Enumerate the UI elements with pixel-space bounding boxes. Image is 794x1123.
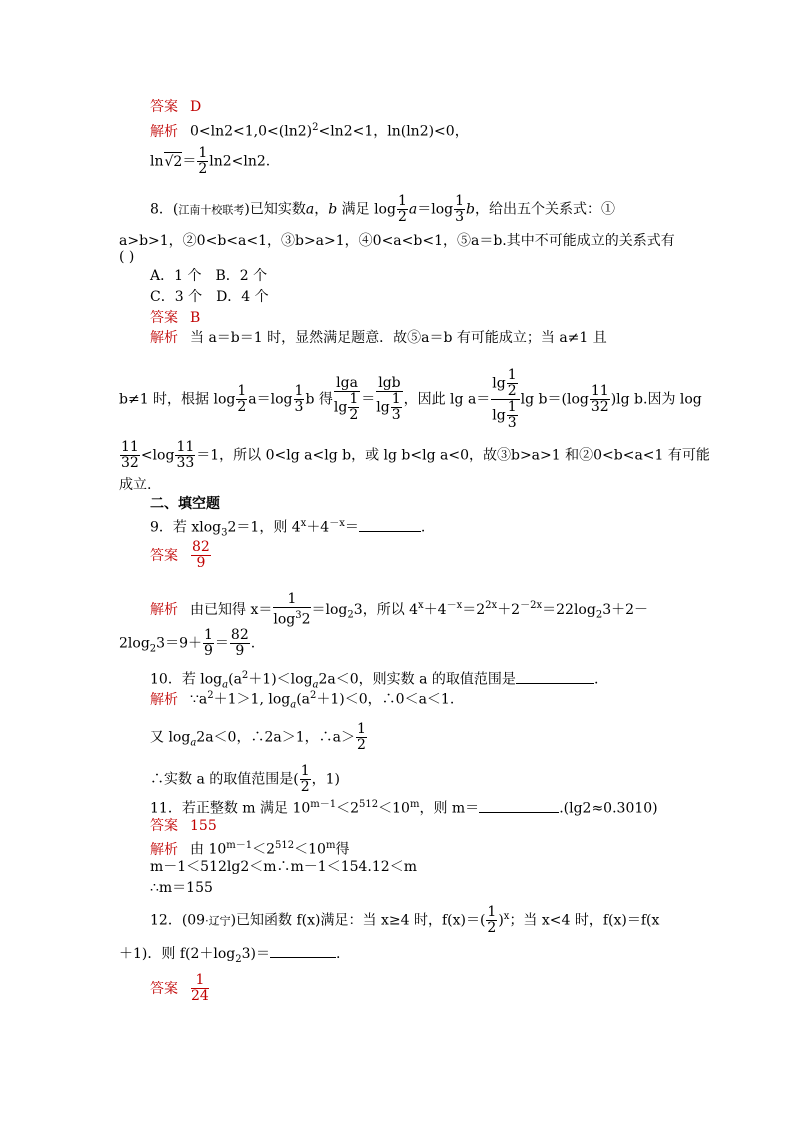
q12-answer-line: 答案 $\frac{1}{24}$ [150, 972, 209, 1004]
answer-blank [359, 517, 421, 532]
q11-stem: 11．若正整数 m 满足 $10^{m-1}<2^{512}<10^m$，则 m＝ .(lg2≈0.3010) [150, 799, 658, 817]
q8-analysis-line4: 成立. [119, 477, 152, 493]
q12-stem-line1: 12．(09·辽宁)已知函数 f(x)满足：当 x≥4 时，f(x)＝( $\frac{1}{2}$ )$^x$；当 x<4 时，f(x)＝f(x [150, 904, 660, 936]
q8-analysis-line1: 解析 当 a＝b＝1 时，显然满足题意．故⑤a＝b 有可能成立；当 a≠1 且 [150, 330, 607, 346]
q9-stem: 9．若 xlog$_3$2＝1，则 $4^x+4^{-x}=$ . [150, 518, 426, 539]
q8-analysis-line3: $\frac{11}{32}$ <log $\frac{11}{33}$ ＝1，所以 0<lg a<lg b，或 lg b<lg a<0，故③b>a>1 和②0<b<a<1 有可能 [121, 439, 710, 471]
q10-analysis-line1: 解析 $\because a^2+1>1$, $\log_a(a^2+1)<0$，∴0＜a＜1. [150, 690, 455, 711]
q9-analysis-line2: $2\log_23=9+$ $\frac{1}{9}$ ＝ $\frac{82}{9}$ . [119, 627, 256, 659]
q12-stem-line2: ＋1)．则 $f(2+\log_23)=$ . [119, 943, 340, 969]
q8-options-cd: C．3 个 D．4 个 [150, 289, 269, 305]
q8-stem-line1: 8．(江南十校联考)已知实数a，b 满足 log $\frac{1}{2}$ a＝log $\frac{1}{3}$ b，给出五个关系式：① [150, 193, 615, 225]
answer-blank [270, 943, 336, 958]
q11-analysis-line3: ∴m＝155 [150, 880, 213, 896]
q8-options-ab: A．1 个 B．2 个 [150, 268, 268, 284]
q8-answer-line: 答案 B [150, 310, 201, 326]
answer-label: 答案 [150, 99, 178, 115]
answer-blank [516, 669, 594, 684]
q8-stem-line2: a>b>1，②0<b<a<1，③b>a>1，④0<a<b<1，⑤a＝b.其中不可能成立的关系式有 [119, 233, 675, 249]
q10-analysis-line3: ∴实数 a 的取值范围是( $\frac{1}{2}$ ，1) [150, 763, 341, 795]
q12-answer: $\frac{1}{24}$ [191, 972, 209, 1004]
q11-answer-line: 答案 155 [150, 818, 217, 834]
sqrt-symbol: √2 [164, 153, 183, 170]
q7-answer: D [190, 99, 202, 115]
q10-stem: 10．若 $\log_a(a^2+1)<\log_a2a<0$，则实数 a 的取值范围是 . [150, 670, 599, 691]
analysis-label: 解析 [150, 123, 178, 140]
q11-analysis-line2: m－1＜512lg2＜m∴m－1＜154.12＜m [150, 859, 417, 875]
answer-blank [479, 798, 559, 813]
fraction: $\frac{1}{2}$ [198, 145, 208, 177]
q7-answer-line [150, 98, 201, 116]
q11-analysis-line1: 解析 由 $10^{m-1}<2^{512}<10^m$得 [150, 840, 350, 858]
fraction-lga: lga lg $\frac{1}{2}$ [333, 375, 359, 423]
q8-stem-line3: ( ) [119, 249, 135, 265]
q7-analysis-line1: 解析 $0<\ln 2<1,0<(\ln 2)^2<\ln 2<1$，ln(ln2)<0， [150, 122, 469, 140]
fraction-lgb: lgb lg $\frac{1}{3}$ [376, 375, 401, 423]
q8-analysis-line2: b≠1 时，根据 log $\frac{1}{2}$ a＝log $\frac{1}{3}$ b 得 lga lg $\frac{1}{2}$ ＝ lgb lg $\frac{1}{3}$ ，因此 lg a＝ lg $\frac{1}{2}$ lg $\frac{1}{3}$ lg b＝(log $\frac{11}{32}$ )lg b.因为 log [119, 367, 702, 431]
q10-analysis-line2: 又 $\log_a2a<0$，∴2a＞1，∴a＞ $\frac{1}{2}$ [150, 721, 366, 753]
q7-analysis-line2: ln√2＝ $\frac{1}{2}$ ln2<ln2. [150, 145, 271, 177]
q9-analysis-line1: 解析 由已知得 x＝ $\frac{1}{\log^32}$ $=\log_23$，所以 $4^x+4^{-x}=2^{2x}+2^{-2x}=22\log_23+2-$ [150, 591, 649, 628]
q9-answer-line: 答案 $\frac{82}{9}$ [150, 539, 210, 571]
section-heading: 二、填空题 [150, 496, 220, 512]
q9-answer: $\frac{82}{9}$ [192, 539, 210, 571]
fraction-lg-ratio: lg $\frac{1}{2}$ lg $\frac{1}{3}$ [491, 368, 519, 431]
q8-answer: B [190, 310, 201, 326]
q11-answer: 155 [190, 818, 217, 834]
